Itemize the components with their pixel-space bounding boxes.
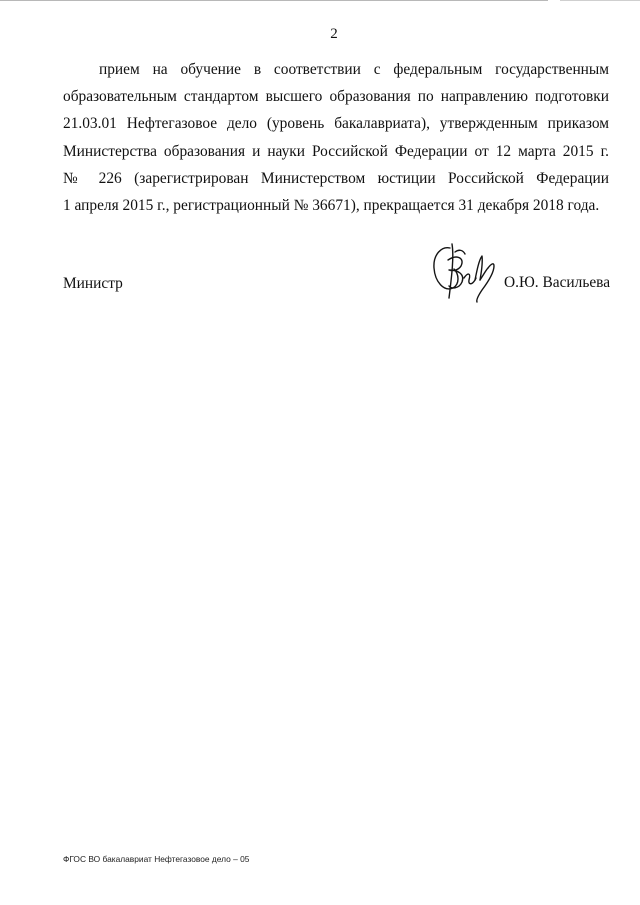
body-line-3: 21.03.01 Нефтегазовое дело (уровень бакалавриата), утвержденным приказом — [63, 115, 609, 133]
signatory-title: Министр — [63, 275, 123, 292]
body-line-4: Министерства образования и науки Российской Федерации от 12 марта 2015 г. — [63, 142, 609, 160]
body-line-6: 1 апреля 2015 г., регистрационный № 36671), прекращается 31 декабря 2018 года. — [63, 197, 600, 215]
top-border-line-right — [560, 0, 640, 1]
document-body — [63, 56, 609, 219]
handwritten-signature — [424, 236, 506, 304]
signatory-name: О.Ю. Васильева — [504, 274, 611, 291]
page-number: 2 — [330, 26, 338, 42]
document-footer: ФГОС ВО бакалавриат Нефтегазовое дело – 05 — [63, 854, 250, 864]
top-border-line — [0, 0, 548, 1]
body-line-2: образовательным стандартом высшего образования по направлению подготовки — [63, 88, 609, 106]
body-line-1: прием на обучение в соответствии с федеральным государственным — [99, 61, 609, 78]
body-line-5: № 226 (зарегистрирован Министерством юстиции Российской Федерации — [63, 169, 609, 187]
